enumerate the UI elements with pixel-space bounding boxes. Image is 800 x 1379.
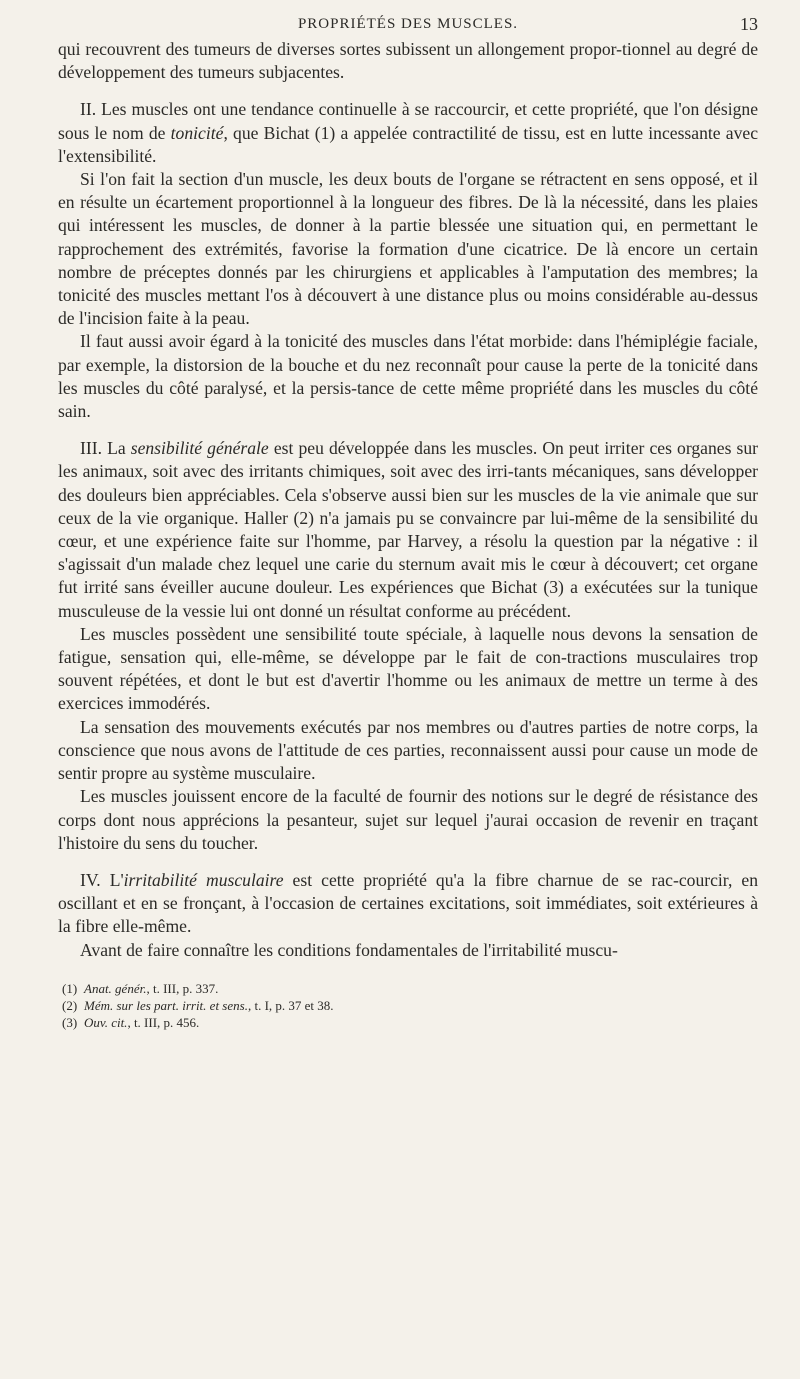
paragraph-section-iii-a: Les muscles possèdent une sensibilité toute spéciale, à laquelle nous devons la sensation de fatigue, sensation qui, elle-même, se développe par le fait de con-tractions musculaires trop souvent répétées, et dont le but est d'avertir l'homme ou les animaux de mettre un terme à des exercices immodérés.: [58, 623, 758, 714]
footnote-1: [62, 980, 758, 997]
paragraph-section-iii-c: Les muscles jouissent encore de la faculté de fournir des notions sur le degré de résistance des corps dont nous apprécions la pesanteur, sujet sur lequel j'aurai occasion de revenir en traçant l'histoire du sens du toucher.: [58, 786, 758, 853]
footnote-source: Mém. sur les part. irrit. et sens.: [84, 997, 248, 1013]
footnote-source: Anat. génér.: [84, 980, 147, 996]
footnote-3: [62, 1014, 758, 1031]
term-sensibilite-generale: sensibilité générale: [130, 438, 269, 459]
footnotes: [58, 980, 758, 1031]
footnote-mark: (3): [62, 1014, 78, 1030]
paragraph-section-iii: III. La sensibilité générale est peu développée dans les muscles. On peut irriter ces organes sur les animaux, soit avec des irritants chimiques, soit avec des irri-tants mécaniques, sans développer des douleurs bien appréciables. Cela s'observe aussi bien sur les muscles de la vie animale que sur ceux de la vie organique. Haller (2) n'a jamais pu se convaincre par lui-même de la sensibilité du cœur, et une expérience faite sur l'homme, par Harvey, a résolu la question par la négative : il s'agissait d'un malade chez lequel une carie du sternum avait mis le cœur à découvert; cet organe fut irrité sans éveiller aucune douleur. Les expériences que Bichat (3) a exécutées sur la tunique musculeuse de la vessie lui ont donné un résultat conforme au précédent.: [58, 438, 759, 621]
footnote-2: [62, 997, 758, 1014]
footnote-detail: , t. I, p. 37 et 38.: [247, 997, 334, 1013]
paragraph-section-ii: II. Les muscles ont une tendance continuelle à se raccourcir, et cette propriété, que l'on désigne sous le nom de tonicité, que Bichat (1) a appelée contractilité de tissu, est en lutte incessante avec l'extensibilité.: [58, 99, 758, 166]
footnote-source: Ouv. cit.: [84, 1014, 128, 1030]
body-text: [58, 38, 758, 962]
running-head: [58, 10, 758, 38]
paragraph-section-iii-b: La sensation des mouvements exécutés par nos membres ou d'autres parties de notre corps, la conscience que nous avons de l'attitude de ces parties, reconnaissent aussi pour cause un mode de sentir propre au système musculaire.: [58, 716, 758, 784]
running-head-title: PROPRIÉTÉS DES MUSCLES.: [297, 16, 519, 32]
footnote-mark: (2): [62, 997, 78, 1013]
term-tonicite: tonicité: [170, 122, 224, 143]
footnote-detail: , t. III, p. 456.: [127, 1014, 200, 1030]
paragraph-section-iv: IV. L'irritabilité musculaire est cette propriété qu'a la fibre charnue de se rac-courcir, en oscillant et en se fronçant, à l'occasion de certaines excitations, soit immédiates, soit extérieures à la fibre elle-même.: [58, 869, 758, 937]
footnote-detail: , t. III, p. 337.: [146, 980, 219, 996]
term-irritabilite-musculaire: irritabilité musculaire: [123, 869, 284, 890]
paragraph-section-ii-a: Si l'on fait la section d'un muscle, les deux bouts de l'organe se rétractent en sens opposé, et il en résulte un écartement proportionnel à la longueur des fibres. De là la nécessité, dans les plaies qui intéressent les muscles, de donner à la partie blessée une situation qui, en permettant le rapprochement des extrémités, favorise la formation d'une cicatrice. De là encore un certain nombre de préceptes donnés par les chirurgiens et applicables à l'amputation des membres; la tonicité des muscles mettant l'os à découvert à une distance plus ou moins considérable au-dessus de l'incision faite à la peau.: [58, 169, 758, 329]
page-number: 13: [740, 14, 758, 34]
paragraph-section-ii-b: Il faut aussi avoir égard à la tonicité des muscles dans l'état morbide: dans l'hémiplégie faciale, par exemple, la distorsion de la bouche et du nez reconnaît pour cause la perte de la tonicité dans les muscles du côté paralysé, et la persis-tance de cette même propriété dans les muscles du côté sain.: [58, 331, 758, 422]
paragraph-continuation: qui recouvrent des tumeurs de diverses sortes subissent un allongement propor-tionnel au degré de développement des tumeurs subjacentes.: [58, 39, 758, 83]
footnote-mark: (1): [62, 980, 78, 996]
paragraph-section-iv-a: Avant de faire connaître les conditions fondamentales de l'irritabilité muscu-: [80, 939, 618, 960]
